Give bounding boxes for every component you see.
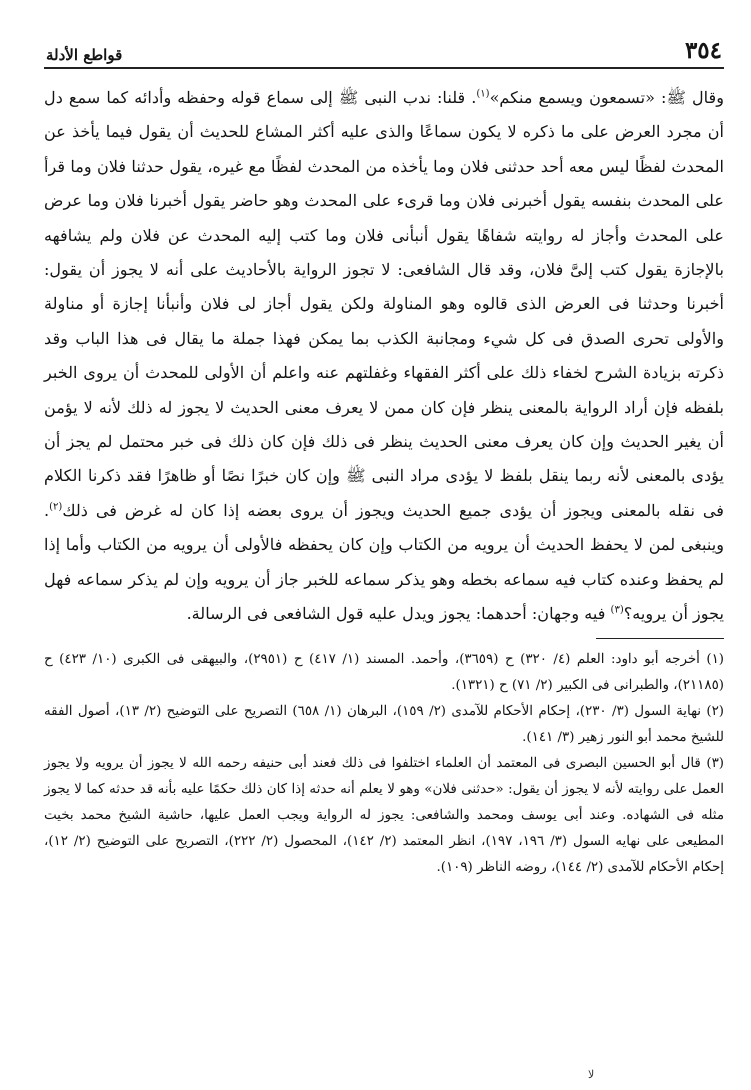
body-paragraph [44,81,724,632]
page-header [44,30,724,69]
page-number: ٣٥٤ [684,37,722,64]
page-bottom-mark: ﻻ [588,1068,595,1081]
footnote-ref: (٣) [610,604,624,616]
footnote-ref: (٢) [49,501,63,513]
running-title: قواطع الأدلة [46,46,123,64]
footnote: (١) أخرجه أبو داود: العلم (٤/ ٣٢٠) ح (٣٦٥٩)، وأحمد. المسند (١/ ٤١٧) ح (٢٩٥١)، والبيهقى فى الكبرى (١٠/ ٤٢٣) ح (٢١١٨٥)، والطبرانى فى الكبير (٢/ ٧١) ح (١٣٢١). [44,651,725,693]
footnote-ref: (١) [476,88,490,100]
body-text-segment: وقال ﷺ: «تسمعون ويسمع منكم» [489,88,725,107]
document-page [44,30,724,1080]
footnote-divider [596,638,724,639]
footnotes [44,647,724,881]
body-text-segment: فيه وجهان: أحدهما: يجوز ويدل عليه قول الشافعى فى الرسالة. [186,604,611,624]
footnote: (٣) قال أبو الحسين البصرى فى المعتمد أن العلماء اختلفوا فى ذلك فعند أبى حنيفه رحمه الله لا يجوز أن يرويه ولا يجوز العمل على روايته لأنه لا يجوز أن يقول: «حدثنى فلان» وهو لا يعلم أنه حدثه إذا كان ذلك حكمًا عليه بأنه قد حدثه كما لا يجوز مثله فى الشهاده. وعند أبى يوسف ومحمد والشافعى: يجوز له الرواية ويجب العمل عليها، حاشية الشيخ محمد بخيت المطيعى على نهايه السول (٣/ ١٩٦، ١٩٧)، انظر المعتمد (٢/ ١٤٢)، المحصول (٢/ ٢٢٢)، التصريح على التوضيح (٢/ ١٢)، إحكام الأحكام للآمدى (٢/ ١٤٤)، روضه الناظر (١٠٩). [44,755,724,875]
body-text [44,81,724,632]
body-text-segment: . وينبغى لمن لا يحفظ الحديث أن يرويه من الكتاب وإن كان يحفظه فالأولى أن يرويه من الكتاب وأما إذا لم يحفظ وعنده كتاب فيه سماعه بخطه وهو يذكر سماعه للخبر جاز أن يرويه وإن لم يذكر سماعه فهل يجوز أن يرويه؟ [44,500,724,624]
footnote: (٢) نهاية السول (٣/ ٢٣٠)، إحكام الأحكام للآمدى (٢/ ١٥٩)، البرهان (١/ ٦٥٨) التصريح على التوضيح (٢/ ١٣)، أصول الفقه للشيخ محمد أبو النور زهير (٣/ ١٤١). [44,703,725,745]
body-text-segment: . قلنا: ندب النبى ﷺ إلى سماع قوله وحفظه وأدائه كما سمع دل أن مجرد العرض على ما ذكره لا يكون سماعًا والذى عليه أكثر المشاع للحديث أن يقول فيما يأخذ عن المحدث لفظًا ليس معه أحد حدثنى فلان وما يأخذه من المحدث لفظًا مع غيره، يقول حدثنا فلان وما قرأ على المحدث بنفسه يقول أخبرنى فلان وما قرىء على المحدث وهو حاضر يقول أخبرنا فلان وما عرض على المحدث وأجاز له روايته شفاهًا يقول أنبأنى فلان وما كتب إليه المحدث عن فلان ولم يشافهه بالإجازة يقول كتب إلىَّ فلان، وقد قال الشافعى: لا تجوز الرواية بالأحاديث على أنه لا يجوز أن يقول: أخبرنا وحدثنا فى العرض الذى قالوه وهو المناولة ولكن يقول أجاز لى فلان وأنبأنا إجازة أو مناولة والأولى تحرى الصدق فى كل شيء ومجانبة الكذب بما يمكن فهذا جملة ما يقال فى هذا الباب وقد ذكرته بزيادة الشرح لخفاء ذلك على أكثر الفقهاء وغفلتهم عنه واعلم أن الأولى للمحدث أن يروى الخبر بلفظه فإن أراد الرواية بالمعنى ينظر فإن كان ممن لا يعرف معنى الحديث لا يجوز له ذلك لأنه لا يؤمن أن يغير الحديث وإن كان يعرف معنى الحديث ينظر فى ذلك فإن كان ذلك فى خبر محتمل لم يجز أن يؤدى بالمعنى لأنه ربما ينقل بلفظ لا يؤدى مراد النبى ﷺ وإن كان خبرًا نصًا أو ظاهرًا فقد ذكرنا الكلام فى نقله بالمعنى ويجوز أن يؤدى جميع الحديث ويجوز أن يروى بعضه إذا كان له غرض فى ذلك [44,88,724,520]
